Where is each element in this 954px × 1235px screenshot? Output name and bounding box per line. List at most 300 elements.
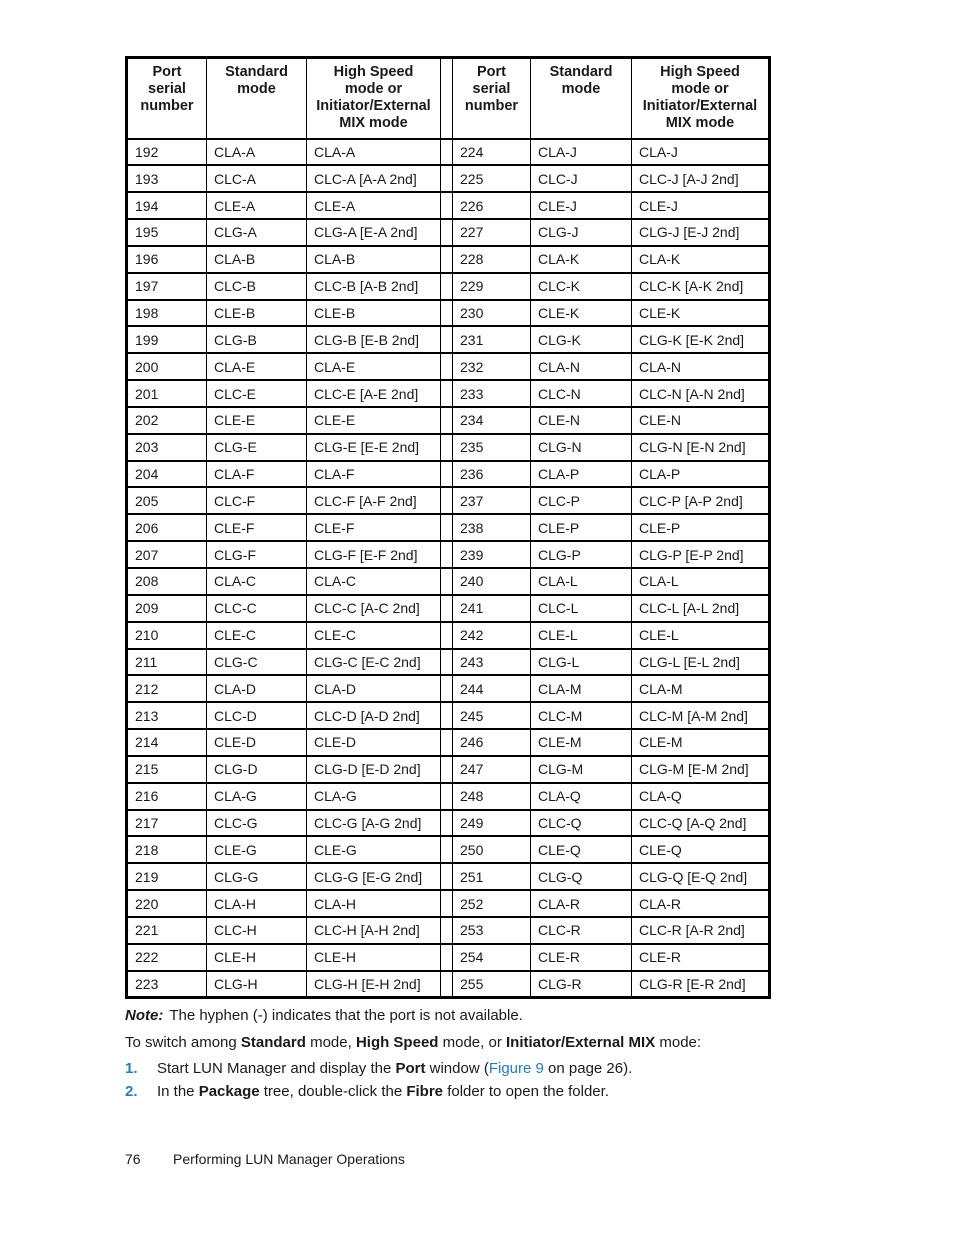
- table-cell: CLC-F [A-F 2nd]: [307, 487, 441, 514]
- table-cell: 254: [453, 944, 531, 971]
- table-cell: CLA-B: [307, 246, 441, 273]
- table-cell: CLG-R [E-R 2nd]: [632, 971, 770, 998]
- table-cell: CLA-M: [632, 675, 770, 702]
- table-cell: 197: [127, 273, 207, 300]
- table-cell: CLG-D [E-D 2nd]: [307, 756, 441, 783]
- table-cell: CLE-P: [531, 514, 632, 541]
- table-cell: 226: [453, 192, 531, 219]
- table-cell: CLE-J: [632, 192, 770, 219]
- step-2: [125, 1083, 609, 1100]
- page-footer: [125, 1151, 405, 1167]
- column-header-line: serial: [148, 81, 186, 97]
- table-cell: CLE-H: [207, 944, 307, 971]
- table-cell: CLE-Q: [531, 836, 632, 863]
- column-header-line: mode: [561, 81, 601, 97]
- table-cell: CLC-F: [207, 487, 307, 514]
- table-cell: CLG-B [E-B 2nd]: [307, 326, 441, 353]
- table-cell: CLC-A [A-A 2nd]: [307, 165, 441, 192]
- table-cell: CLE-M: [531, 729, 632, 756]
- table-cell: CLE-C: [207, 622, 307, 649]
- table-cell: 245: [453, 702, 531, 729]
- column-gap: [441, 756, 453, 783]
- column-gap: [441, 944, 453, 971]
- table-cell: CLC-J [A-J 2nd]: [632, 165, 770, 192]
- table-cell: 229: [453, 273, 531, 300]
- table-cell: CLA-C: [207, 568, 307, 595]
- table-cell: 203: [127, 434, 207, 461]
- table-cell: CLE-M: [632, 729, 770, 756]
- table-row: [127, 434, 770, 461]
- table-row: [127, 702, 770, 729]
- table-row: [127, 541, 770, 568]
- table-cell: CLG-P: [531, 541, 632, 568]
- column-gap: [441, 863, 453, 890]
- table-cell: CLG-B: [207, 326, 307, 353]
- table-cell: CLA-C: [307, 568, 441, 595]
- table-cell: CLG-F: [207, 541, 307, 568]
- table-cell: CLG-M: [531, 756, 632, 783]
- table-cell: CLG-G: [207, 863, 307, 890]
- table-cell: CLG-N [E-N 2nd]: [632, 434, 770, 461]
- table-cell: 217: [127, 810, 207, 837]
- table-cell: 227: [453, 219, 531, 246]
- table-row: [127, 380, 770, 407]
- column-gap: [441, 165, 453, 192]
- table-cell: CLC-H [A-H 2nd]: [307, 917, 441, 944]
- table-cell: 242: [453, 622, 531, 649]
- port-mode-table: [125, 56, 771, 999]
- column-header-line: High Speed: [333, 64, 414, 80]
- table-row: [127, 756, 770, 783]
- table-cell: CLE-E: [307, 407, 441, 434]
- table-cell: 200: [127, 353, 207, 380]
- table-row: [127, 944, 770, 971]
- table-cell: 241: [453, 595, 531, 622]
- step-fibre: Fibre: [406, 1083, 444, 1100]
- table-cell: CLA-L: [531, 568, 632, 595]
- table-cell: CLG-Q [E-Q 2nd]: [632, 863, 770, 890]
- column-header-line: High Speed: [660, 64, 740, 80]
- table-cell: 240: [453, 568, 531, 595]
- table-cell: CLG-K: [531, 326, 632, 353]
- column-gap: [441, 353, 453, 380]
- figure-link[interactable]: Figure 9: [488, 1060, 544, 1077]
- table-cell: CLC-C [A-C 2nd]: [307, 595, 441, 622]
- table-cell: CLG-N: [531, 434, 632, 461]
- table-cell: 233: [453, 380, 531, 407]
- table-cell: CLA-L: [632, 568, 770, 595]
- table-cell: CLG-L: [531, 649, 632, 676]
- table-row: [127, 890, 770, 917]
- table-cell: CLA-K: [632, 246, 770, 273]
- column-header-line: number: [140, 98, 194, 114]
- table-cell: CLC-L [A-L 2nd]: [632, 595, 770, 622]
- table-cell: 244: [453, 675, 531, 702]
- table-cell: CLC-Q: [531, 810, 632, 837]
- column-gap: [441, 326, 453, 353]
- table-cell: CLE-D: [307, 729, 441, 756]
- table-cell: 238: [453, 514, 531, 541]
- table-body: [127, 139, 770, 998]
- table-row: [127, 273, 770, 300]
- table-cell: CLG-J: [531, 219, 632, 246]
- table-cell: CLG-M [E-M 2nd]: [632, 756, 770, 783]
- table-cell: CLC-R: [531, 917, 632, 944]
- table-cell: 222: [127, 944, 207, 971]
- column-header-line: serial: [472, 81, 511, 97]
- intro-paragraph: [125, 1034, 701, 1051]
- table-cell: CLA-A: [307, 139, 441, 166]
- column-gap: [441, 622, 453, 649]
- table-row: [127, 353, 770, 380]
- column-gap: [441, 461, 453, 488]
- table-cell: CLA-J: [632, 139, 770, 166]
- table-cell: CLG-L [E-L 2nd]: [632, 649, 770, 676]
- note-text: The hyphen (-) indicates that the port is not available.: [169, 1007, 523, 1024]
- table-header-row: [127, 58, 770, 139]
- table-row: [127, 219, 770, 246]
- column-header-line: Standard: [549, 64, 613, 80]
- table-cell: CLA-K: [531, 246, 632, 273]
- table-cell: CLA-R: [632, 890, 770, 917]
- table-cell: 214: [127, 729, 207, 756]
- table-cell: 205: [127, 487, 207, 514]
- table-cell: CLE-F: [207, 514, 307, 541]
- step-text: window (: [425, 1060, 489, 1077]
- table-cell: CLE-G: [207, 836, 307, 863]
- table-row: [127, 568, 770, 595]
- column-header-line: MIX mode: [339, 115, 408, 131]
- table-cell: 228: [453, 246, 531, 273]
- table-cell: 231: [453, 326, 531, 353]
- table-row: [127, 783, 770, 810]
- section-title: Performing LUN Manager Operations: [173, 1151, 405, 1167]
- table-cell: CLC-E [A-E 2nd]: [307, 380, 441, 407]
- table-cell: CLE-L: [632, 622, 770, 649]
- table-cell: CLA-F: [207, 461, 307, 488]
- column-header-line: Initiator/External: [316, 98, 431, 114]
- table-cell: CLA-N: [632, 353, 770, 380]
- column-gap: [441, 675, 453, 702]
- table-cell: CLC-N [A-N 2nd]: [632, 380, 770, 407]
- column-gap: [441, 300, 453, 327]
- table-cell: CLG-F [E-F 2nd]: [307, 541, 441, 568]
- step-text: tree, double-click the: [259, 1083, 407, 1100]
- column-gap: [441, 971, 453, 998]
- column-gap: [441, 810, 453, 837]
- table-cell: 237: [453, 487, 531, 514]
- table-cell: CLC-G: [207, 810, 307, 837]
- table-cell: 194: [127, 192, 207, 219]
- table-cell: CLC-G [A-G 2nd]: [307, 810, 441, 837]
- table-cell: CLA-N: [531, 353, 632, 380]
- table-cell: CLA-M: [531, 675, 632, 702]
- table-cell: CLE-D: [207, 729, 307, 756]
- table-cell: 230: [453, 300, 531, 327]
- table-cell: CLG-Q: [531, 863, 632, 890]
- table-cell: CLC-K [A-K 2nd]: [632, 273, 770, 300]
- table-cell: CLE-K: [531, 300, 632, 327]
- table-cell: CLE-B: [207, 300, 307, 327]
- table-cell: CLE-R: [632, 944, 770, 971]
- table-cell: CLG-C [E-C 2nd]: [307, 649, 441, 676]
- intro-mix: Initiator/External MIX: [505, 1034, 656, 1051]
- table-row: [127, 595, 770, 622]
- table-cell: CLA-P: [632, 461, 770, 488]
- table-row: [127, 192, 770, 219]
- table-cell: CLE-E: [207, 407, 307, 434]
- column-gap: [441, 917, 453, 944]
- table-cell: CLC-N: [531, 380, 632, 407]
- table-cell: 223: [127, 971, 207, 998]
- table-cell: 234: [453, 407, 531, 434]
- column-gap: [441, 139, 453, 166]
- step-number: 2.: [125, 1083, 138, 1100]
- table-cell: CLA-A: [207, 139, 307, 166]
- table-row: [127, 622, 770, 649]
- column-gap: [441, 541, 453, 568]
- column-header: [531, 58, 632, 139]
- table-row: [127, 971, 770, 998]
- step-text: folder to open the folder.: [443, 1083, 609, 1100]
- column-header-line: Standard: [225, 64, 288, 80]
- table-cell: 243: [453, 649, 531, 676]
- step-text: Start LUN Manager and display the: [157, 1060, 396, 1077]
- table-cell: CLE-H: [307, 944, 441, 971]
- table-cell: CLE-N: [531, 407, 632, 434]
- table-cell: CLC-E: [207, 380, 307, 407]
- table-cell: CLA-G: [307, 783, 441, 810]
- table-cell: 206: [127, 514, 207, 541]
- table-cell: CLC-L: [531, 595, 632, 622]
- table-cell: CLC-B: [207, 273, 307, 300]
- table-cell: CLC-M [A-M 2nd]: [632, 702, 770, 729]
- table-cell: CLA-B: [207, 246, 307, 273]
- column-gap: [441, 890, 453, 917]
- column-header: [307, 58, 441, 139]
- column-header-line: Initiator/External: [642, 98, 758, 114]
- column-gap: [441, 434, 453, 461]
- table-row: [127, 863, 770, 890]
- table-cell: CLG-D: [207, 756, 307, 783]
- table-cell: CLE-A: [207, 192, 307, 219]
- column-gap: [441, 514, 453, 541]
- column-header-line: mode or: [671, 81, 729, 97]
- table-cell: CLC-H: [207, 917, 307, 944]
- column-gap: [441, 649, 453, 676]
- table-cell: CLA-D: [307, 675, 441, 702]
- table-cell: 208: [127, 568, 207, 595]
- column-header: [453, 58, 531, 139]
- table-cell: 255: [453, 971, 531, 998]
- column-header: [207, 58, 307, 139]
- intro-text: mode,: [305, 1034, 356, 1051]
- table-cell: CLG-C: [207, 649, 307, 676]
- table-cell: CLA-D: [207, 675, 307, 702]
- table-cell: 251: [453, 863, 531, 890]
- table-cell: 218: [127, 836, 207, 863]
- table-cell: 199: [127, 326, 207, 353]
- table-cell: 253: [453, 917, 531, 944]
- table-cell: 212: [127, 675, 207, 702]
- table-cell: 207: [127, 541, 207, 568]
- step-port: Port: [395, 1060, 426, 1077]
- table-cell: 216: [127, 783, 207, 810]
- table-cell: 211: [127, 649, 207, 676]
- table-cell: 196: [127, 246, 207, 273]
- table-cell: CLC-P [A-P 2nd]: [632, 487, 770, 514]
- column-gap: [441, 219, 453, 246]
- table-cell: CLG-K [E-K 2nd]: [632, 326, 770, 353]
- table-cell: CLG-A: [207, 219, 307, 246]
- intro-text: mode, or: [438, 1034, 506, 1051]
- table-cell: CLC-A: [207, 165, 307, 192]
- table-cell: 202: [127, 407, 207, 434]
- table-cell: CLC-B [A-B 2nd]: [307, 273, 441, 300]
- table-cell: CLA-H: [207, 890, 307, 917]
- table-cell: CLA-P: [531, 461, 632, 488]
- column-header-line: mode: [237, 81, 276, 97]
- column-header-line: Port: [152, 64, 182, 80]
- table-cell: 224: [453, 139, 531, 166]
- table-cell: 213: [127, 702, 207, 729]
- table-row: [127, 300, 770, 327]
- table-cell: CLC-R [A-R 2nd]: [632, 917, 770, 944]
- step-1: [125, 1060, 632, 1077]
- table-cell: 201: [127, 380, 207, 407]
- table-cell: 250: [453, 836, 531, 863]
- column-gap: [441, 702, 453, 729]
- step-package: Package: [198, 1083, 260, 1100]
- table-cell: 221: [127, 917, 207, 944]
- intro-text: To switch among: [125, 1034, 241, 1051]
- table-cell: CLG-J [E-J 2nd]: [632, 219, 770, 246]
- table-cell: CLC-Q [A-Q 2nd]: [632, 810, 770, 837]
- table-cell: 239: [453, 541, 531, 568]
- table-cell: CLG-E [E-E 2nd]: [307, 434, 441, 461]
- table-cell: CLG-A [E-A 2nd]: [307, 219, 441, 246]
- intro-high-speed: High Speed: [355, 1034, 439, 1051]
- table-cell: CLA-E: [207, 353, 307, 380]
- table-cell: CLA-G: [207, 783, 307, 810]
- table-cell: CLE-F: [307, 514, 441, 541]
- column-gap: [441, 192, 453, 219]
- column-header-line: number: [464, 98, 519, 114]
- table-row: [127, 139, 770, 166]
- step-number: 1.: [125, 1060, 138, 1077]
- table-row: [127, 165, 770, 192]
- table-cell: CLE-G: [307, 836, 441, 863]
- step-text: In the: [157, 1083, 199, 1100]
- table-cell: CLA-E: [307, 353, 441, 380]
- table-row: [127, 917, 770, 944]
- table-cell: 198: [127, 300, 207, 327]
- column-header-line: MIX mode: [665, 115, 735, 131]
- table-cell: CLC-C: [207, 595, 307, 622]
- table-cell: CLE-A: [307, 192, 441, 219]
- table-row: [127, 326, 770, 353]
- column-gap: [441, 487, 453, 514]
- table-cell: CLC-P: [531, 487, 632, 514]
- page-number: 76: [125, 1151, 141, 1167]
- table-cell: 235: [453, 434, 531, 461]
- table-cell: 215: [127, 756, 207, 783]
- table-cell: 209: [127, 595, 207, 622]
- table-cell: CLC-J: [531, 165, 632, 192]
- table-row: [127, 246, 770, 273]
- table-cell: CLG-R: [531, 971, 632, 998]
- table-row: [127, 729, 770, 756]
- column-gap: [441, 595, 453, 622]
- column-header: [632, 58, 770, 139]
- table-cell: CLG-G [E-G 2nd]: [307, 863, 441, 890]
- table-cell: CLA-Q: [531, 783, 632, 810]
- table-row: [127, 675, 770, 702]
- column-gap: [441, 58, 453, 139]
- table-cell: CLE-Q: [632, 836, 770, 863]
- note-label: Note:: [125, 1007, 164, 1024]
- column-gap: [441, 836, 453, 863]
- column-gap: [441, 568, 453, 595]
- table-cell: 195: [127, 219, 207, 246]
- table-cell: CLE-R: [531, 944, 632, 971]
- table-cell: 252: [453, 890, 531, 917]
- column-header: [127, 58, 207, 139]
- note: [125, 1007, 523, 1024]
- table-row: [127, 487, 770, 514]
- table-cell: CLE-K: [632, 300, 770, 327]
- table-cell: 225: [453, 165, 531, 192]
- table-cell: 220: [127, 890, 207, 917]
- column-gap: [441, 380, 453, 407]
- step-text: on page 26).: [543, 1060, 633, 1077]
- table-cell: 210: [127, 622, 207, 649]
- table-row: [127, 407, 770, 434]
- table-cell: CLA-J: [531, 139, 632, 166]
- table-cell: 232: [453, 353, 531, 380]
- table-cell: 246: [453, 729, 531, 756]
- column-gap: [441, 407, 453, 434]
- table-cell: CLC-D: [207, 702, 307, 729]
- table-cell: CLE-P: [632, 514, 770, 541]
- intro-text: mode:: [655, 1034, 702, 1051]
- table-cell: CLA-F: [307, 461, 441, 488]
- column-header-line: mode or: [344, 81, 403, 97]
- table-cell: CLG-H: [207, 971, 307, 998]
- table-cell: 193: [127, 165, 207, 192]
- column-gap: [441, 729, 453, 756]
- table-cell: CLE-J: [531, 192, 632, 219]
- table-row: [127, 836, 770, 863]
- table-cell: 219: [127, 863, 207, 890]
- table-cell: CLG-E: [207, 434, 307, 461]
- table-cell: CLE-L: [531, 622, 632, 649]
- table-cell: CLA-H: [307, 890, 441, 917]
- column-gap: [441, 273, 453, 300]
- table-cell: 248: [453, 783, 531, 810]
- table-row: [127, 514, 770, 541]
- table-cell: CLC-K: [531, 273, 632, 300]
- table-cell: CLG-H [E-H 2nd]: [307, 971, 441, 998]
- column-header-line: Port: [477, 64, 506, 80]
- table-cell: CLG-P [E-P 2nd]: [632, 541, 770, 568]
- table-cell: 192: [127, 139, 207, 166]
- column-gap: [441, 246, 453, 273]
- table-cell: CLE-C: [307, 622, 441, 649]
- table-row: [127, 810, 770, 837]
- table-cell: 249: [453, 810, 531, 837]
- table-cell: CLE-B: [307, 300, 441, 327]
